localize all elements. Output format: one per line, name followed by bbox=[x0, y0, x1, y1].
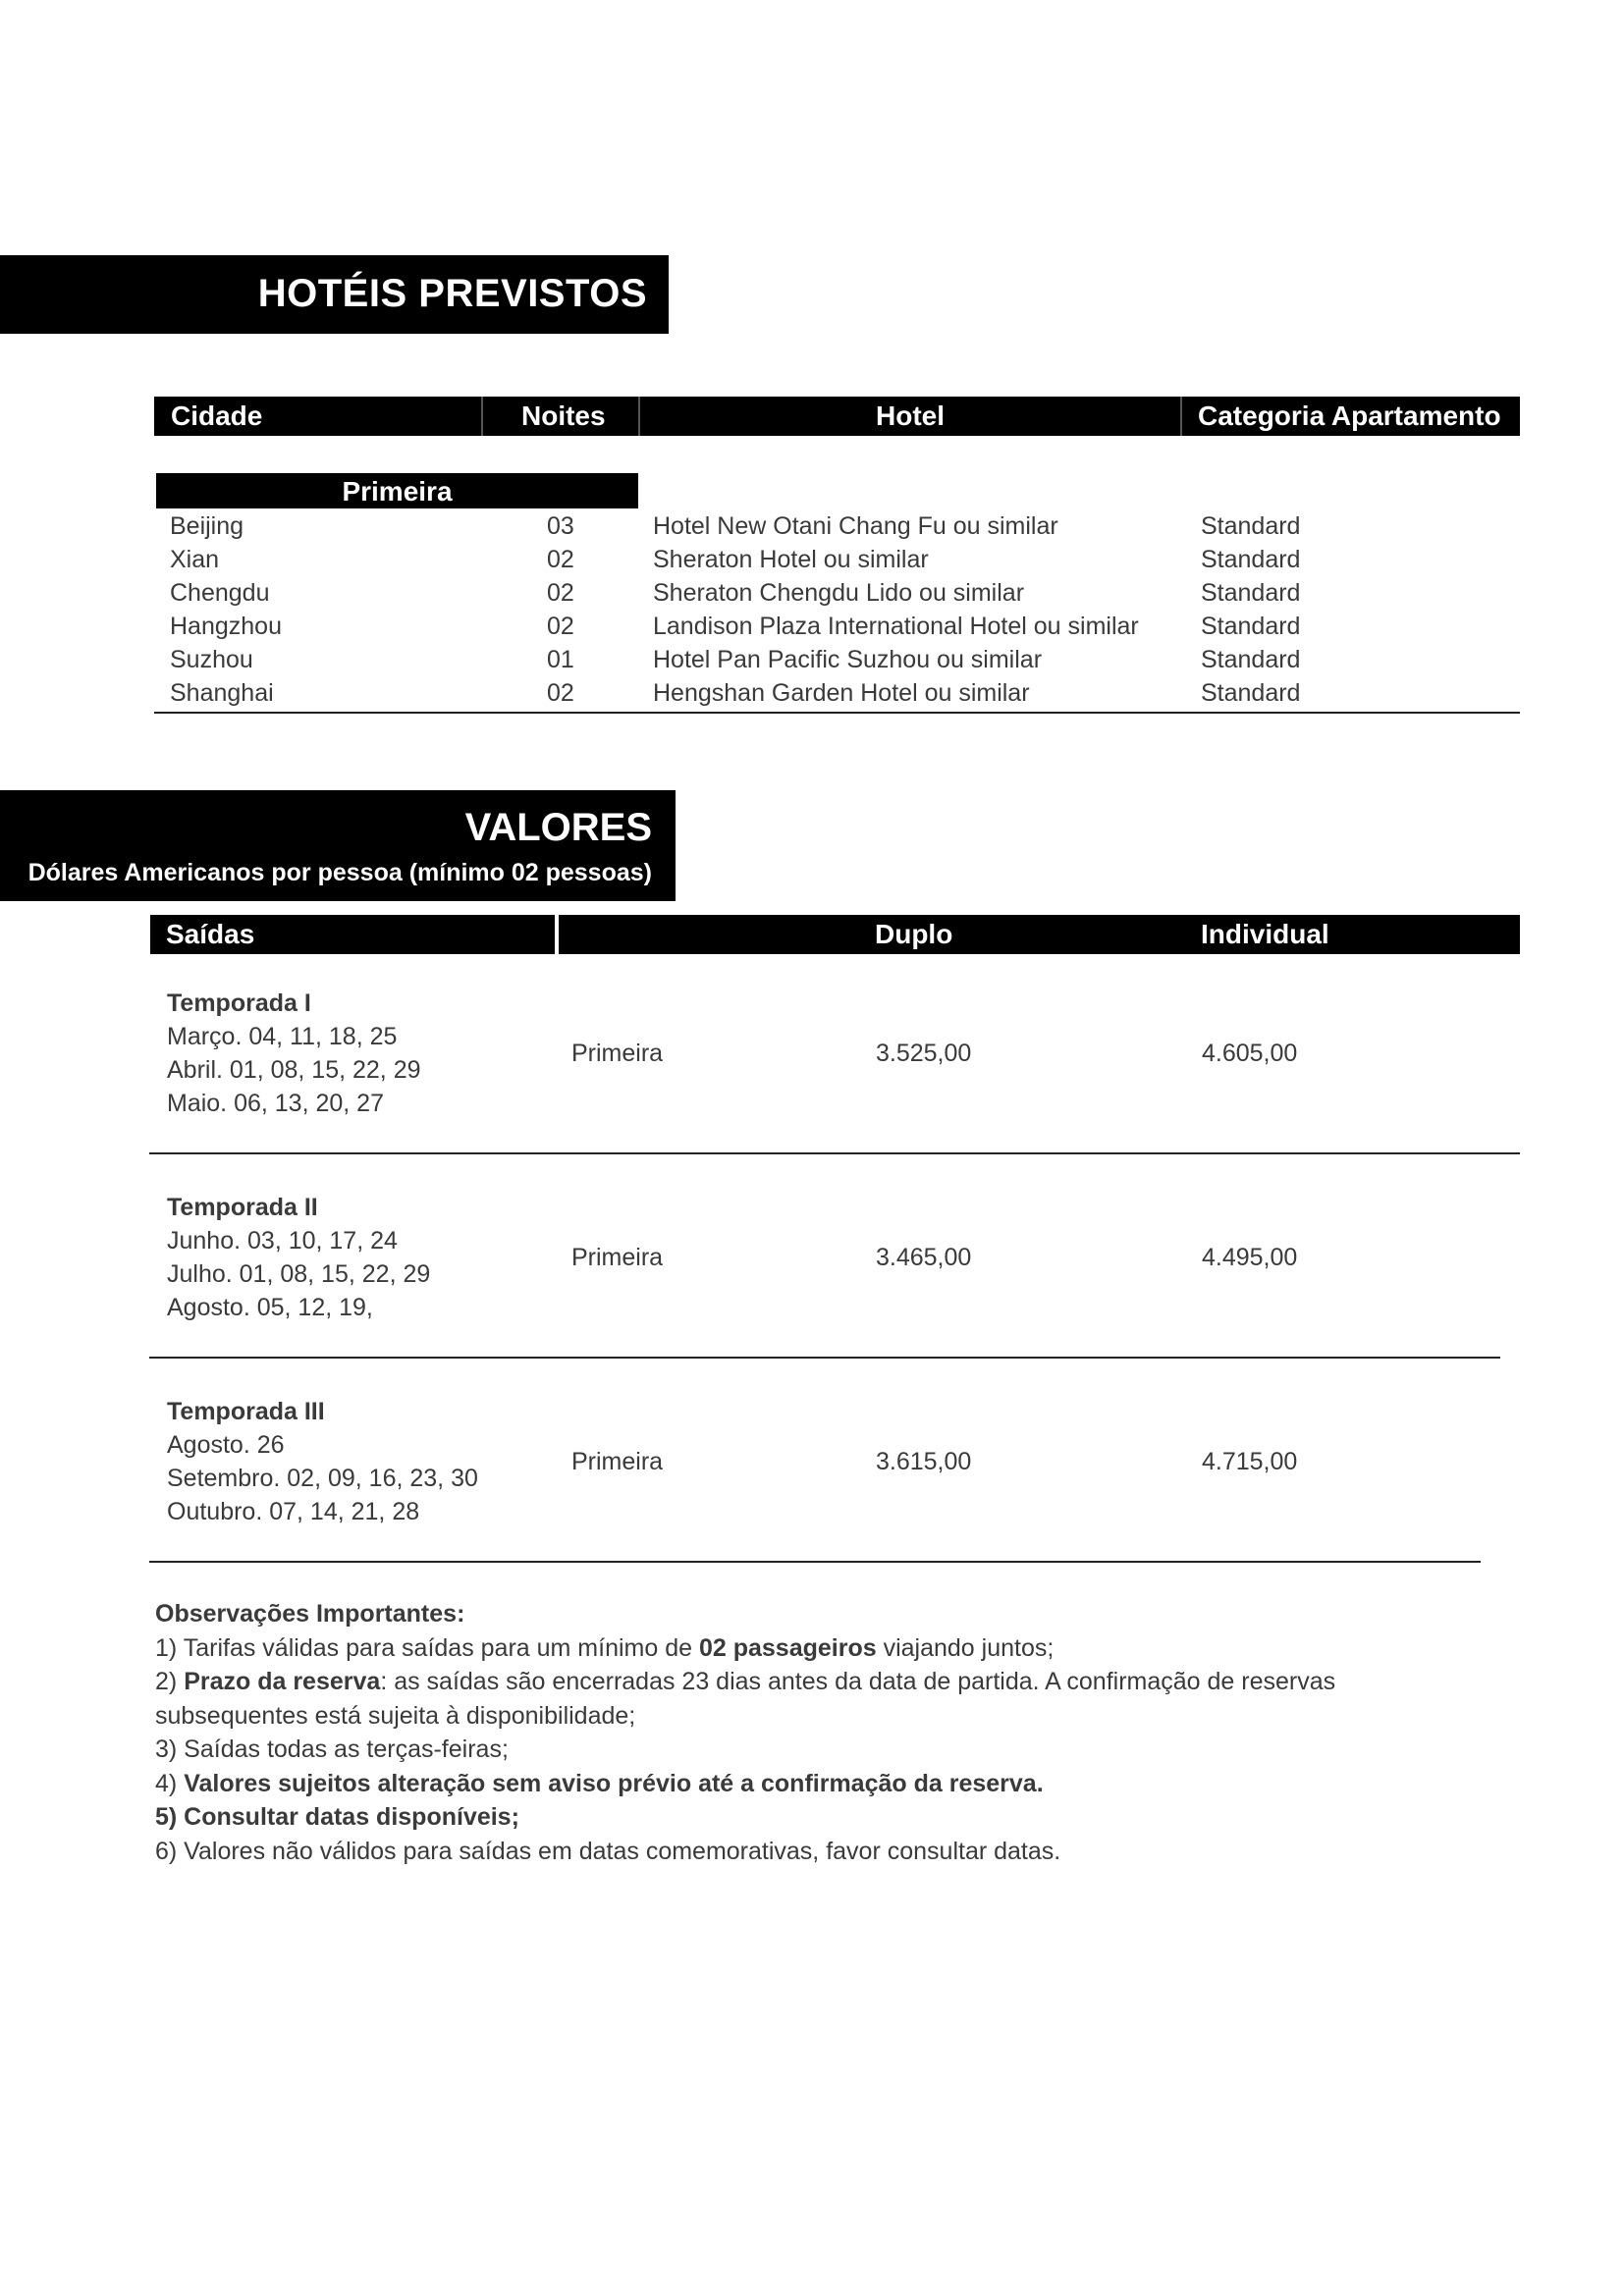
note-text: viajando juntos; bbox=[876, 1633, 1055, 1662]
cell-cidade: Chengdu bbox=[170, 579, 270, 607]
header-noites: Noites bbox=[521, 400, 606, 431]
hoteis-title: HOTÉIS PREVISTOS bbox=[257, 272, 647, 315]
cell-hotel: Hotel New Otani Chang Fu ou similar bbox=[653, 512, 1058, 540]
header-individual: Individual bbox=[1201, 919, 1329, 949]
header-categoria: Categoria Apartamento bbox=[1198, 400, 1501, 431]
cell-categoria: Standard bbox=[1201, 546, 1301, 573]
hotel-table-header bbox=[154, 397, 1520, 436]
season-categoria: Primeira bbox=[571, 1040, 664, 1067]
season-categoria: Primeira bbox=[571, 1244, 664, 1271]
season-duplo: 3.615,00 bbox=[876, 1448, 972, 1475]
note-emphasis: 5) Consultar datas disponíveis; bbox=[155, 1803, 519, 1831]
cell-hotel: Sheraton Chengdu Lido ou similar bbox=[653, 579, 1025, 607]
valores-title: VALORES bbox=[464, 806, 652, 849]
season-duplo: 3.465,00 bbox=[876, 1244, 972, 1271]
table-row bbox=[154, 676, 1520, 710]
season-divider bbox=[149, 1357, 1500, 1359]
cell-cidade: Shanghai bbox=[170, 679, 274, 707]
cell-noites: 02 bbox=[547, 679, 574, 707]
notes-title: Observações Importantes: bbox=[155, 1600, 465, 1628]
season-title: Temporada II bbox=[167, 1194, 318, 1221]
hoteis-section-banner bbox=[0, 255, 669, 334]
season-date-line: Maio. 06, 13, 20, 27 bbox=[167, 1090, 384, 1117]
note-text: 1) Tarifas válidas para saídas para um mínimo de bbox=[155, 1633, 699, 1662]
season-block bbox=[167, 1191, 430, 1324]
cell-categoria: Standard bbox=[1201, 579, 1301, 607]
cell-noites: 01 bbox=[547, 646, 574, 673]
header-cidade: Cidade bbox=[171, 400, 263, 431]
note-item: subsequentes está sujeita à disponibilidade; bbox=[155, 1701, 636, 1730]
cell-noites: 02 bbox=[547, 546, 574, 573]
season-date-line: Julho. 01, 08, 15, 22, 29 bbox=[167, 1260, 431, 1288]
note-item: 3) Saídas todas as terças-feiras; bbox=[155, 1735, 509, 1763]
note-item: 6) Valores não válidos para saídas em datas comemorativas, favor consultar datas. bbox=[155, 1837, 1061, 1865]
cell-noites: 02 bbox=[547, 613, 574, 640]
note-text: 4) bbox=[155, 1769, 185, 1797]
header-duplo: Duplo bbox=[875, 919, 953, 949]
cell-categoria: Standard bbox=[1201, 613, 1301, 640]
table-row bbox=[154, 610, 1520, 643]
valores-table-header bbox=[150, 915, 1520, 954]
header-hotel: Hotel bbox=[876, 400, 945, 431]
table-bottom-rule bbox=[154, 712, 1520, 714]
cell-categoria: Standard bbox=[1201, 512, 1301, 540]
cell-hotel: Hotel Pan Pacific Suzhou ou similar bbox=[653, 646, 1043, 673]
note-text: : as saídas são encerradas 23 dias antes da data de partida. A confirmação de reservas bbox=[380, 1668, 1336, 1695]
season-categoria: Primeira bbox=[571, 1448, 664, 1475]
table-row bbox=[154, 543, 1520, 576]
cell-cidade: Suzhou bbox=[170, 646, 253, 673]
cell-hotel: Sheraton Hotel ou similar bbox=[653, 546, 929, 573]
note-emphasis: 02 passageiros bbox=[698, 1633, 877, 1662]
table-row bbox=[154, 509, 1520, 543]
season-date-line: Junho. 03, 10, 17, 24 bbox=[167, 1227, 398, 1255]
cell-noites: 03 bbox=[547, 512, 574, 540]
season-date-line: Agosto. 26 bbox=[167, 1431, 285, 1459]
header-saidas: Saídas bbox=[166, 919, 255, 949]
header-divider bbox=[638, 397, 640, 436]
season-title: Temporada III bbox=[167, 1398, 325, 1425]
cell-cidade: Beijing bbox=[170, 512, 244, 540]
valores-subtitle: Dólares Americanos por pessoa (mínimo 02 pessoas) bbox=[27, 859, 652, 886]
season-individual: 4.715,00 bbox=[1202, 1448, 1298, 1475]
season-individual: 4.495,00 bbox=[1202, 1244, 1298, 1271]
season-title: Temporada I bbox=[167, 989, 311, 1017]
cell-cidade: Xian bbox=[170, 546, 220, 573]
season-date-line: Setembro. 02, 09, 16, 23, 30 bbox=[167, 1465, 478, 1492]
header-divider bbox=[555, 915, 559, 954]
note-item bbox=[155, 1767, 1432, 1801]
season-date-line: Abril. 01, 08, 15, 22, 29 bbox=[167, 1056, 421, 1084]
season-duplo: 3.525,00 bbox=[876, 1040, 972, 1067]
season-date-line: Agosto. 05, 12, 19, bbox=[167, 1294, 373, 1321]
cell-noites: 02 bbox=[547, 579, 574, 607]
cell-hotel: Hengshan Garden Hotel ou similar bbox=[653, 679, 1030, 707]
season-date-line: Março. 04, 11, 18, 25 bbox=[167, 1023, 398, 1050]
header-divider bbox=[1180, 397, 1182, 436]
season-individual: 4.605,00 bbox=[1202, 1040, 1298, 1067]
note-item bbox=[155, 1800, 1432, 1835]
note-emphasis: Prazo da reserva bbox=[184, 1668, 381, 1695]
table-row bbox=[154, 576, 1520, 610]
season-divider bbox=[149, 1561, 1481, 1563]
note-text: 2) bbox=[155, 1668, 185, 1695]
hotel-group-label: Primeira bbox=[156, 473, 638, 508]
table-row bbox=[154, 643, 1520, 676]
note-item bbox=[155, 1665, 1432, 1699]
season-divider bbox=[149, 1152, 1520, 1154]
note-item bbox=[155, 1631, 1432, 1666]
cell-cidade: Hangzhou bbox=[170, 613, 282, 640]
season-block bbox=[167, 987, 421, 1120]
note-emphasis: Valores sujeitos alteração sem aviso prévio até a confirmação da reserva. bbox=[184, 1769, 1044, 1797]
header-divider bbox=[481, 397, 483, 436]
valores-section-banner bbox=[0, 790, 676, 901]
cell-hotel: Landison Plaza International Hotel ou similar bbox=[653, 613, 1139, 640]
cell-categoria: Standard bbox=[1201, 646, 1301, 673]
season-block bbox=[167, 1395, 478, 1528]
season-date-line: Outubro. 07, 14, 21, 28 bbox=[167, 1498, 420, 1525]
cell-categoria: Standard bbox=[1201, 679, 1301, 707]
important-notes bbox=[155, 1597, 1432, 1868]
